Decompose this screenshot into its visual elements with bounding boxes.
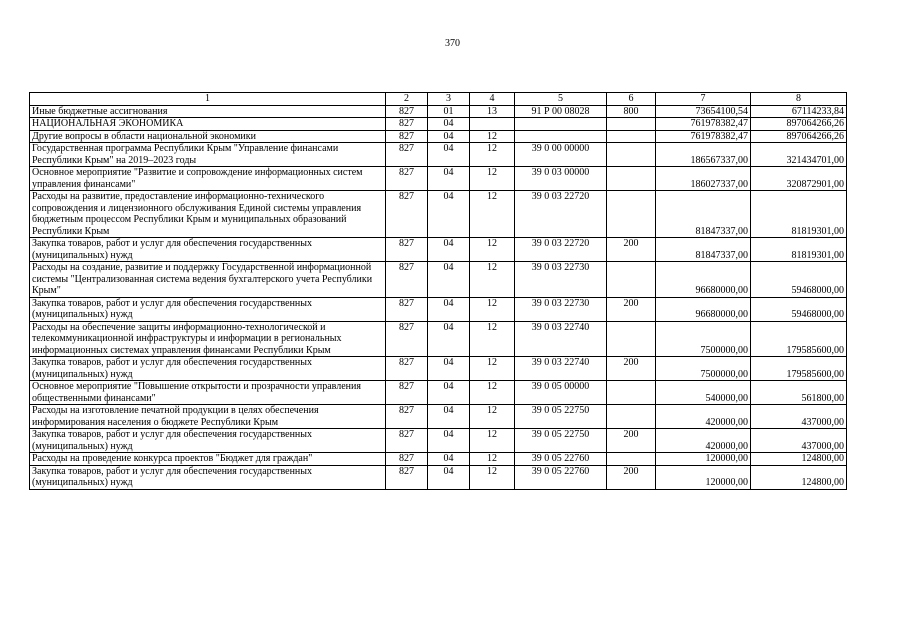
table-row	[30, 297, 847, 321]
row-name-cell: Другие вопросы в области национальной экономики	[30, 130, 386, 143]
subsection-cell: 12	[470, 465, 515, 489]
expense-type-cell	[607, 321, 656, 357]
section-cell: 04	[428, 262, 470, 298]
subsection-cell: 12	[470, 191, 515, 238]
subsection-cell: 12	[470, 381, 515, 405]
subsection-cell: 12	[470, 321, 515, 357]
amount-year2-cell: 437000,00	[751, 429, 847, 453]
ministry-code-cell: 827	[386, 143, 428, 167]
subsection-cell: 12	[470, 130, 515, 143]
subsection-cell: 12	[470, 167, 515, 191]
amount-year2-cell: 179585600,00	[751, 357, 847, 381]
target-article-cell: 39 0 03 22730	[515, 297, 607, 321]
subsection-cell: 13	[470, 105, 515, 118]
amount-year1-cell: 120000,00	[656, 453, 751, 466]
amount-year2-cell: 124800,00	[751, 453, 847, 466]
amount-year1-cell: 761978382,47	[656, 130, 751, 143]
table-row	[30, 118, 847, 131]
target-article-cell: 39 0 03 22740	[515, 357, 607, 381]
row-name-cell: Закупка товаров, работ и услуг для обеспечения государственных (муниципальных) нужд	[30, 429, 386, 453]
amount-year2-cell: 897064266,26	[751, 118, 847, 131]
row-name-cell: Основное мероприятие "Повышение открытости и прозрачности управления общественными финансами"	[30, 381, 386, 405]
section-cell: 04	[428, 118, 470, 131]
amount-year1-cell: 96680000,00	[656, 297, 751, 321]
ministry-code-cell: 827	[386, 130, 428, 143]
target-article-cell: 39 0 00 00000	[515, 143, 607, 167]
amount-year1-cell: 186027337,00	[656, 167, 751, 191]
target-article-cell: 39 0 03 22730	[515, 262, 607, 298]
row-name-cell: НАЦИОНАЛЬНАЯ ЭКОНОМИКА	[30, 118, 386, 131]
amount-year1-cell: 761978382,47	[656, 118, 751, 131]
expense-type-cell: 200	[607, 297, 656, 321]
ministry-code-cell: 827	[386, 381, 428, 405]
table-row	[30, 357, 847, 381]
target-article-cell: 39 0 03 22720	[515, 191, 607, 238]
expense-type-cell	[607, 262, 656, 298]
amount-year2-cell: 320872901,00	[751, 167, 847, 191]
expense-type-cell: 800	[607, 105, 656, 118]
row-name-cell: Закупка товаров, работ и услуг для обеспечения государственных (муниципальных) нужд	[30, 357, 386, 381]
expense-type-cell	[607, 130, 656, 143]
ministry-code-cell: 827	[386, 429, 428, 453]
amount-year2-cell: 81819301,00	[751, 191, 847, 238]
amount-year1-cell: 120000,00	[656, 465, 751, 489]
target-article-cell: 39 0 03 00000	[515, 167, 607, 191]
target-article-cell: 39 0 05 22760	[515, 465, 607, 489]
amount-year2-cell: 67114233,84	[751, 105, 847, 118]
amount-year1-cell: 73654100,54	[656, 105, 751, 118]
table-row	[30, 321, 847, 357]
expense-type-cell	[607, 405, 656, 429]
subsection-cell: 12	[470, 262, 515, 298]
target-article-cell: 39 0 05 00000	[515, 381, 607, 405]
header-cell: 8	[751, 93, 847, 106]
section-cell: 04	[428, 130, 470, 143]
ministry-code-cell: 827	[386, 297, 428, 321]
header-cell: 6	[607, 93, 656, 106]
expense-type-cell: 200	[607, 238, 656, 262]
ministry-code-cell: 827	[386, 105, 428, 118]
subsection-cell: 12	[470, 429, 515, 453]
amount-year1-cell: 81847337,00	[656, 238, 751, 262]
row-name-cell: Закупка товаров, работ и услуг для обеспечения государственных (муниципальных) нужд	[30, 297, 386, 321]
subsection-cell: 12	[470, 405, 515, 429]
row-name-cell: Расходы на проведение конкурса проектов "Бюджет для граждан"	[30, 453, 386, 466]
target-article-cell	[515, 118, 607, 131]
ministry-code-cell: 827	[386, 453, 428, 466]
subsection-cell: 12	[470, 143, 515, 167]
section-cell: 04	[428, 297, 470, 321]
amount-year2-cell: 179585600,00	[751, 321, 847, 357]
subsection-cell: 12	[470, 238, 515, 262]
row-name-cell: Расходы на изготовление печатной продукции в целях обеспечения информирования населения о бюджете Республики Крым	[30, 405, 386, 429]
table-row	[30, 167, 847, 191]
ministry-code-cell: 827	[386, 321, 428, 357]
table-row	[30, 105, 847, 118]
section-cell: 04	[428, 321, 470, 357]
amount-year2-cell: 81819301,00	[751, 238, 847, 262]
amount-year1-cell: 7500000,00	[656, 357, 751, 381]
ministry-code-cell: 827	[386, 238, 428, 262]
table-row	[30, 381, 847, 405]
target-article-cell	[515, 130, 607, 143]
header-cell: 3	[428, 93, 470, 106]
table-row	[30, 130, 847, 143]
section-cell: 04	[428, 143, 470, 167]
table-row	[30, 143, 847, 167]
amount-year2-cell: 897064266,26	[751, 130, 847, 143]
table-row	[30, 405, 847, 429]
section-cell: 04	[428, 357, 470, 381]
expense-type-cell	[607, 143, 656, 167]
amount-year1-cell: 540000,00	[656, 381, 751, 405]
amount-year1-cell: 96680000,00	[656, 262, 751, 298]
section-cell: 04	[428, 381, 470, 405]
row-name-cell: Закупка товаров, работ и услуг для обеспечения государственных (муниципальных) нужд	[30, 238, 386, 262]
amount-year2-cell: 437000,00	[751, 405, 847, 429]
amount-year2-cell: 321434701,00	[751, 143, 847, 167]
amount-year1-cell: 7500000,00	[656, 321, 751, 357]
ministry-code-cell: 827	[386, 191, 428, 238]
row-name-cell: Расходы на развитие, предоставление информационно-технического сопровождения и лицензионного обслуживания Единой системы управления бюджетным процессом Республики Крым и муниципальных образований Республики Крым	[30, 191, 386, 238]
row-name-cell: Основное мероприятие "Развитие и сопровождение информационных систем управления финансами"	[30, 167, 386, 191]
amount-year2-cell: 59468000,00	[751, 297, 847, 321]
table-row	[30, 429, 847, 453]
amount-year2-cell: 124800,00	[751, 465, 847, 489]
table-row	[30, 191, 847, 238]
expense-type-cell	[607, 381, 656, 405]
row-name-cell: Расходы на обеспечение защиты информационно-технологической и телекоммуникационной инфраструктуры и информации в региональных информационных системах управления финансами Республики Крым	[30, 321, 386, 357]
subsection-cell: 12	[470, 297, 515, 321]
table-row	[30, 453, 847, 466]
ministry-code-cell: 827	[386, 357, 428, 381]
row-name-cell: Иные бюджетные ассигнования	[30, 105, 386, 118]
section-cell: 04	[428, 191, 470, 238]
row-name-cell: Расходы на создание, развитие и поддержку Государственной информационной системы "Централизованная система ведения бухгалтерского учета Республики Крым"	[30, 262, 386, 298]
section-cell: 04	[428, 429, 470, 453]
section-cell: 04	[428, 405, 470, 429]
header-cell: 4	[470, 93, 515, 106]
ministry-code-cell: 827	[386, 167, 428, 191]
row-name-cell: Закупка товаров, работ и услуг для обеспечения государственных (муниципальных) нужд	[30, 465, 386, 489]
header-cell: 7	[656, 93, 751, 106]
expense-type-cell: 200	[607, 465, 656, 489]
expense-type-cell	[607, 167, 656, 191]
amount-year1-cell: 420000,00	[656, 429, 751, 453]
amount-year1-cell: 81847337,00	[656, 191, 751, 238]
table-row	[30, 465, 847, 489]
expense-type-cell: 200	[607, 357, 656, 381]
ministry-code-cell: 827	[386, 465, 428, 489]
target-article-cell: 91 Р 00 08028	[515, 105, 607, 118]
expense-type-cell	[607, 118, 656, 131]
target-article-cell: 39 0 03 22720	[515, 238, 607, 262]
expense-type-cell	[607, 191, 656, 238]
amount-year2-cell: 59468000,00	[751, 262, 847, 298]
subsection-cell: 12	[470, 357, 515, 381]
header-row	[30, 93, 847, 106]
section-cell: 04	[428, 453, 470, 466]
ministry-code-cell: 827	[386, 405, 428, 429]
section-cell: 04	[428, 238, 470, 262]
budget-table	[29, 92, 847, 490]
amount-year2-cell: 561800,00	[751, 381, 847, 405]
section-cell: 04	[428, 465, 470, 489]
amount-year1-cell: 420000,00	[656, 405, 751, 429]
subsection-cell: 12	[470, 453, 515, 466]
table-row	[30, 238, 847, 262]
target-article-cell: 39 0 03 22740	[515, 321, 607, 357]
section-cell: 01	[428, 105, 470, 118]
header-cell: 2	[386, 93, 428, 106]
ministry-code-cell: 827	[386, 262, 428, 298]
target-article-cell: 39 0 05 22750	[515, 405, 607, 429]
table-row	[30, 262, 847, 298]
header-cell: 1	[30, 93, 386, 106]
ministry-code-cell: 827	[386, 118, 428, 131]
section-cell: 04	[428, 167, 470, 191]
row-name-cell: Государственная программа Республики Крым "Управление финансами Республики Крым" на 2019–2023 годы	[30, 143, 386, 167]
expense-type-cell	[607, 453, 656, 466]
page-number: 370	[445, 38, 460, 49]
subsection-cell	[470, 118, 515, 131]
target-article-cell: 39 0 05 22760	[515, 453, 607, 466]
header-cell: 5	[515, 93, 607, 106]
target-article-cell: 39 0 05 22750	[515, 429, 607, 453]
amount-year1-cell: 186567337,00	[656, 143, 751, 167]
expense-type-cell: 200	[607, 429, 656, 453]
